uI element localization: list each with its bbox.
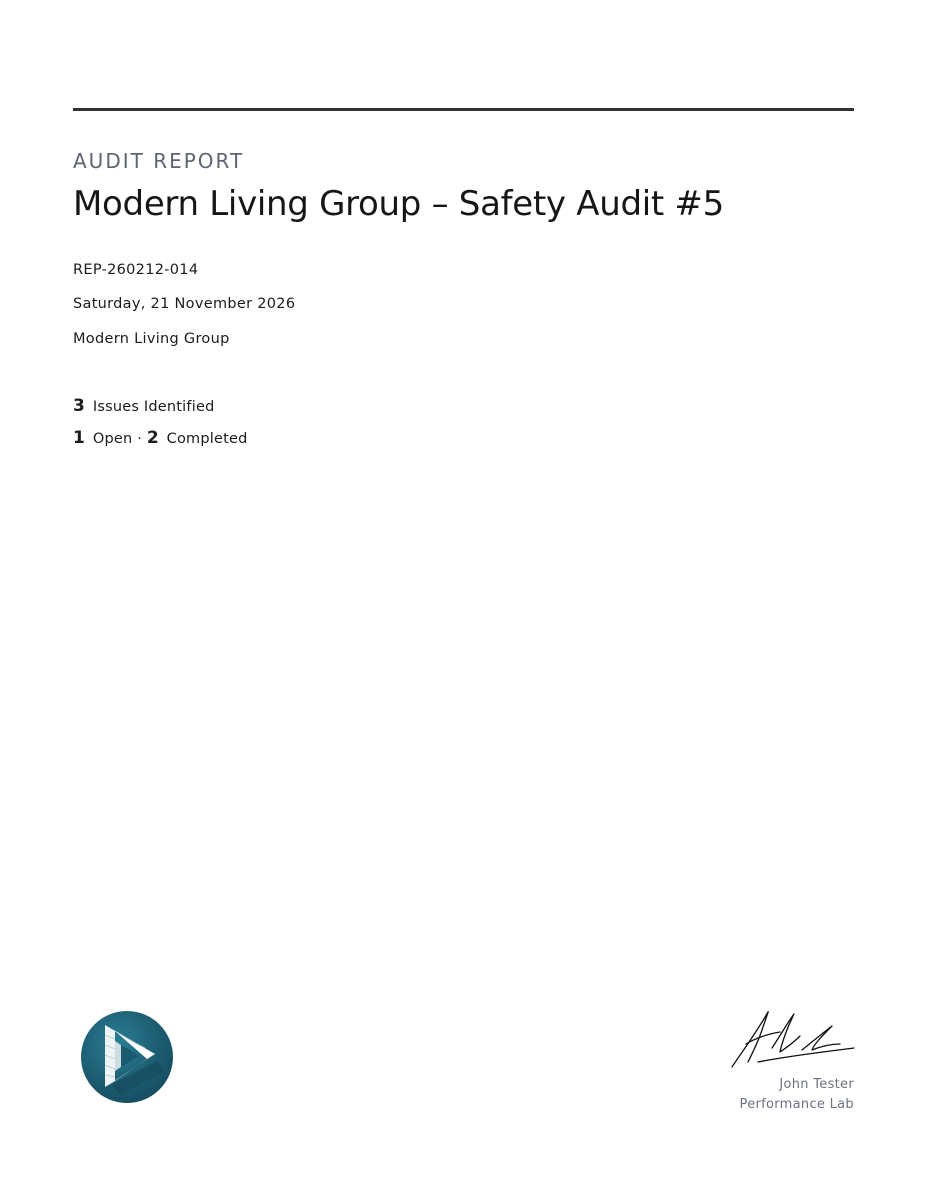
status-separator: · xyxy=(137,431,142,447)
impossible-triangle-logo-icon xyxy=(81,1011,173,1103)
top-divider xyxy=(73,108,854,111)
issues-summary xyxy=(73,396,214,416)
report-organization: Modern Living Group xyxy=(73,331,230,347)
status-summary xyxy=(73,428,248,448)
completed-label: Completed xyxy=(166,431,248,447)
report-title: Modern Living Group – Safety Audit #5 xyxy=(73,184,724,224)
signer-name: John Tester xyxy=(779,1077,854,1092)
handwritten-signature-icon xyxy=(728,1004,856,1072)
report-type-label: AUDIT REPORT xyxy=(73,149,245,173)
report-reference: REP-260212-014 xyxy=(73,262,199,278)
report-date: Saturday, 21 November 2026 xyxy=(73,296,296,312)
signer-organization: Performance Lab xyxy=(739,1097,854,1112)
issues-count: 3 xyxy=(73,396,86,416)
issues-label: Issues Identified xyxy=(92,399,215,415)
open-count: 1 xyxy=(73,428,86,448)
completed-count: 2 xyxy=(146,428,159,448)
open-label: Open xyxy=(92,431,133,447)
